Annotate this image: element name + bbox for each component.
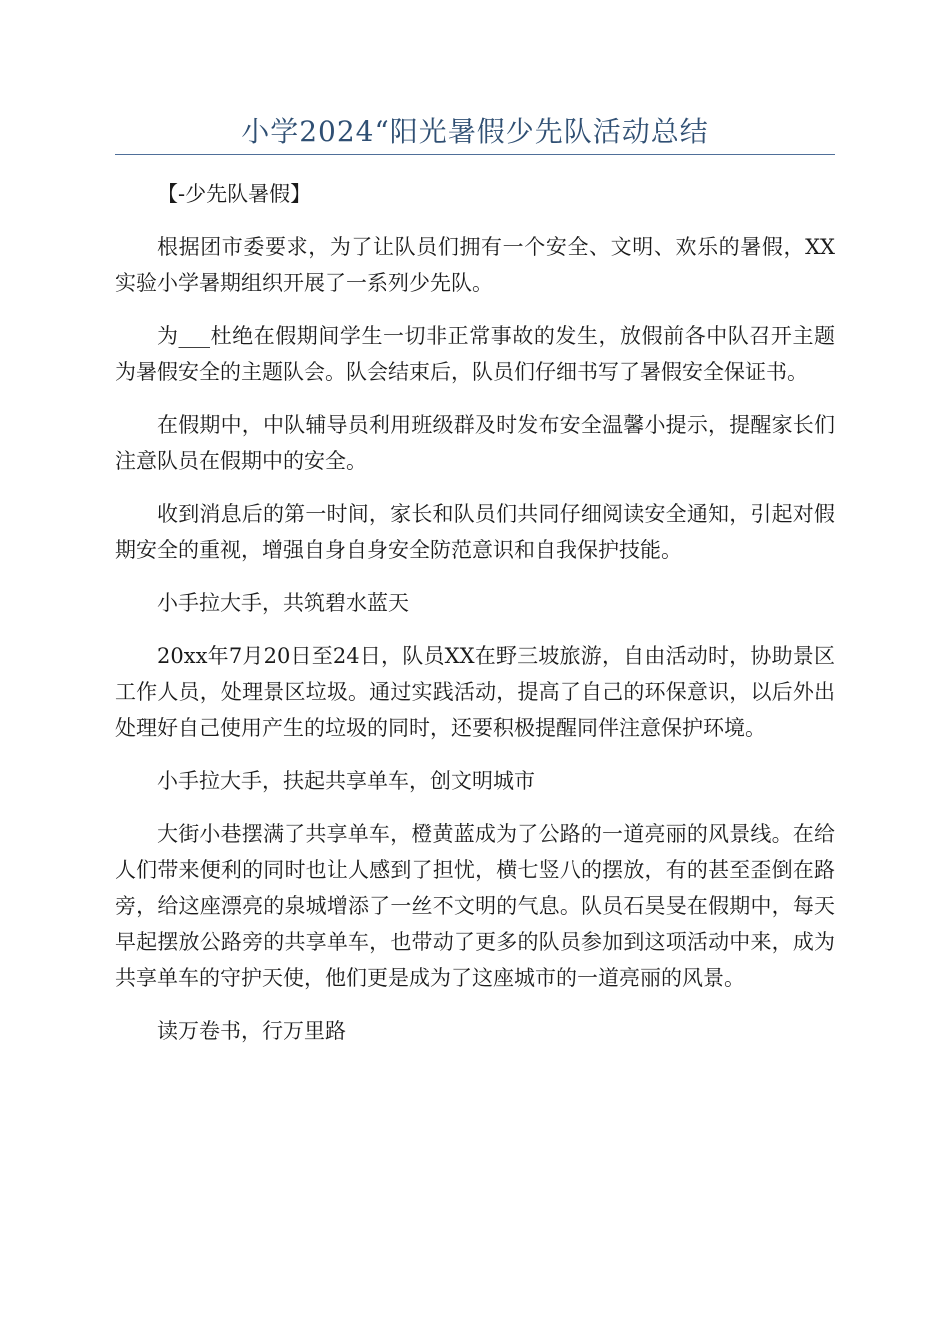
paragraph-safety-meeting: 为___杜绝在假期间学生一切非正常事故的发生，放假前各中队召开主题为暑假安全的主题队会。队会结束后，队员们仔细书写了暑假安全保证书。 xyxy=(115,324,835,384)
section-heading-environment: 小手拉大手，共筑碧水蓝天 xyxy=(157,591,409,615)
paragraph-environment: 20xx年7月20日至24日，队员XX在野三坡旅游，自由活动时，协助景区工作人员，处理景区垃圾。通过实践活动，提高了自己的环保意识，以后外出处理好自己使用产生的垃圾的同时，还要积极提醒同伴注意保护环境。 xyxy=(115,644,835,740)
title-underline xyxy=(115,154,835,155)
paragraph-safety-tips: 在假期中，中队辅导员利用班级群及时发布安全温馨小提示，提醒家长们注意队员在假期中的安全。 xyxy=(115,413,835,473)
paragraph-tag: 【-少先队暑假】 xyxy=(157,182,312,206)
document-body xyxy=(115,176,835,1066)
section-heading-shared-bikes: 小手拉大手，扶起共享单车，创文明城市 xyxy=(157,769,535,793)
paragraph-safety-awareness: 收到消息后的第一时间，家长和队员们共同仔细阅读安全通知，引起对假期安全的重视，增强自身自身安全防范意识和自我保护技能。 xyxy=(115,502,835,562)
paragraph-shared-bikes: 大街小巷摆满了共享单车，橙黄蓝成为了公路的一道亮丽的风景线。在给人们带来便利的同时也让人感到了担忧，横七竖八的摆放，有的甚至歪倒在路旁，给这座漂亮的泉城增添了一丝不文明的气息。队员石昊旻在假期中，每天早起摆放公路旁的共享单车，也带动了更多的队员参加到这项活动中来，成为共享单车的守护天使，他们更是成为了这座城市的一道亮丽的风景。 xyxy=(115,822,835,990)
document-title: 小学2024“阳光暑假少先队活动总结 xyxy=(241,115,709,148)
paragraph-intro: 根据团市委要求，为了让队员们拥有一个安全、文明、欢乐的暑假，XX实验小学暑期组织开展了一系列少先队。 xyxy=(115,235,835,295)
section-heading-reading: 读万卷书，行万里路 xyxy=(157,1019,346,1043)
